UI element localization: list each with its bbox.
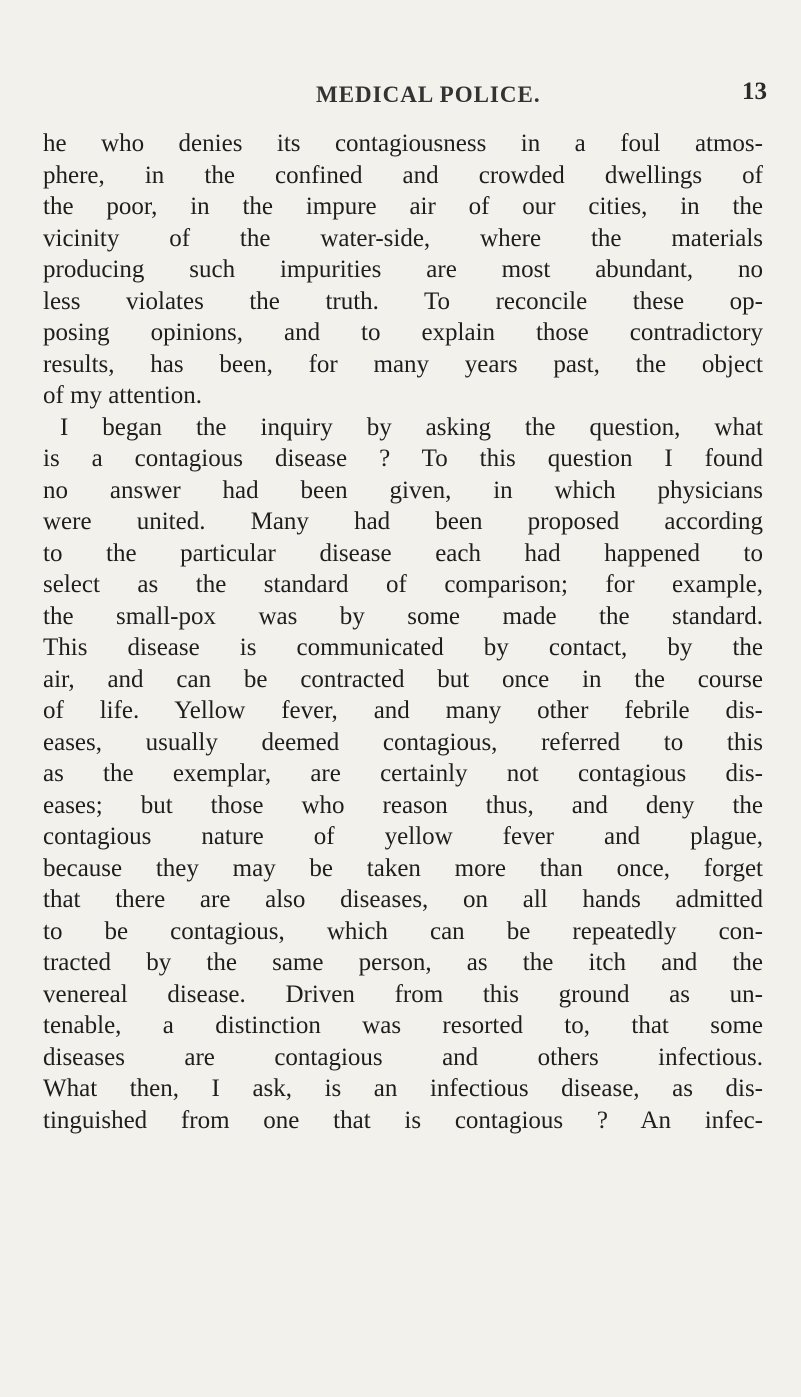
text-line: were united. Many had been proposed according: [43, 508, 763, 535]
text-line: producing such impurities are most abundant, no: [43, 256, 763, 283]
text-line: less violates the truth. To reconcile these op-: [43, 287, 763, 315]
text-line: vicinity of the water-side, where the materials: [43, 224, 763, 252]
text-line: results, has been, for many years past, the object: [43, 350, 763, 378]
text-line: he who denies its contagiousness in a foul atmos-: [43, 130, 763, 157]
text-line: What then, I ask, is an infectious disease, as dis-: [43, 1075, 763, 1102]
text-line: phere, in the confined and crowded dwellings of: [43, 161, 763, 189]
text-line: no answer had been given, in which physicians: [43, 476, 763, 504]
text-line: tenable, a distinction was resorted to, that some: [43, 1012, 763, 1039]
text-line: tracted by the same person, as the itch and the: [43, 949, 763, 976]
text-line: diseases are contagious and others infectious.: [43, 1043, 763, 1071]
running-head-title: MEDICAL POLICE.: [316, 82, 541, 107]
page-number: 13: [742, 78, 767, 105]
paragraph-start-line: I began the inquiry by asking the question, what: [60, 413, 763, 441]
text-line: posing opinions, and to explain those contradictory: [43, 319, 763, 346]
running-head: [0, 76, 801, 116]
text-line: to the particular disease each had happened to: [43, 539, 763, 567]
text-line: venereal disease. Driven from this ground as un-: [43, 980, 763, 1008]
text-line: as the exemplar, are certainly not contagious dis-: [43, 760, 763, 787]
text-line: of life. Yellow fever, and many other febrile dis-: [43, 697, 763, 724]
text-line: because they may be taken more than once, forget: [43, 854, 763, 882]
body-text: [43, 128, 763, 1136]
text-line: that there are also diseases, on all hands admitted: [43, 886, 763, 913]
text-line: contagious nature of yellow fever and plague,: [43, 823, 763, 850]
text-line: air, and can be contracted but once in the course: [43, 665, 763, 693]
text-line: This disease is communicated by contact, by the: [43, 634, 763, 661]
text-line: the poor, in the impure air of our cities, in the: [43, 193, 763, 220]
text-line: is a contagious disease ? To this question I found: [43, 445, 763, 472]
text-line: of my attention.: [43, 382, 202, 409]
text-line: to be contagious, which can be repeatedly con-: [43, 917, 763, 945]
text-line: eases, usually deemed contagious, referred to this: [43, 728, 763, 756]
text-line: eases; but those who reason thus, and deny the: [43, 791, 763, 819]
text-line: tinguished from one that is contagious ? An infec-: [43, 1106, 763, 1134]
text-line: the small-pox was by some made the standard.: [43, 602, 763, 630]
text-line: select as the standard of comparison; for example,: [43, 571, 763, 598]
